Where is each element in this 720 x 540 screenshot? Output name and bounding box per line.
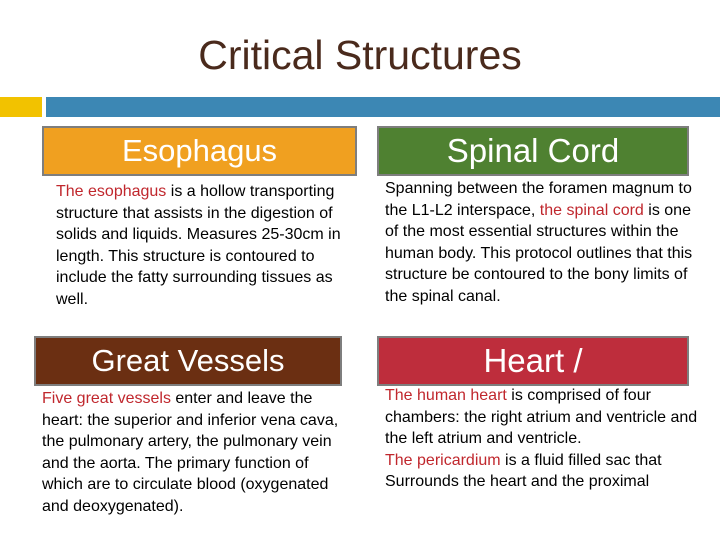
great-vessels-text: enter and leave the heart: the superior and inferior vena cava, the pulmonary artery, the pulmonary vein and the aorta. The primary function of which are to circulate blood (oxygenated and deoxygenated). bbox=[42, 390, 339, 515]
esophagus-description bbox=[56, 181, 356, 311]
great-vessels-highlight: Five great vessels bbox=[42, 390, 171, 407]
heart-heading: Heart / bbox=[377, 336, 689, 386]
heart-text-2: is a fluid filled sac that bbox=[500, 451, 662, 469]
spinal-cord-text-before: Spanning between the foramen magnum to the L1-L2 interspace, bbox=[385, 180, 692, 219]
spinal-cord-text-after: is one of the most essential structures within the human body. This protocol outlines that this structure be contoured to the bony limits of the spinal canal. bbox=[385, 201, 693, 305]
spinal-cord-description bbox=[385, 178, 695, 308]
heart-description bbox=[385, 385, 705, 493]
accent-block-yellow bbox=[0, 97, 42, 117]
accent-bar-blue bbox=[46, 97, 720, 117]
heart-highlight-1: The human heart bbox=[385, 387, 507, 404]
esophagus-heading: Esophagus bbox=[42, 126, 357, 176]
page-title: Critical Structures bbox=[198, 32, 522, 78]
esophagus-highlight: The esophagus bbox=[56, 183, 167, 200]
heart-text-1: is comprised of four chambers: the right atrium and ventricle and the left atrium and ventricle. bbox=[385, 387, 698, 448]
great-vessels-heading: Great Vessels bbox=[34, 336, 342, 386]
great-vessels-description bbox=[42, 388, 352, 518]
heart-highlight-2: The pericardium bbox=[385, 451, 501, 469]
heart-text-3: Surrounds the heart and the proximal bbox=[385, 473, 650, 491]
esophagus-text: is a hollow transporting structure that assists in the digestion of solids and liquids. Measures 25-30cm in length. This structure is contoured to include the fatty surrounding tissues as well. bbox=[56, 183, 341, 308]
spinal-cord-heading: Spinal Cord bbox=[377, 126, 689, 176]
spinal-cord-highlight: the spinal cord bbox=[539, 201, 644, 219]
